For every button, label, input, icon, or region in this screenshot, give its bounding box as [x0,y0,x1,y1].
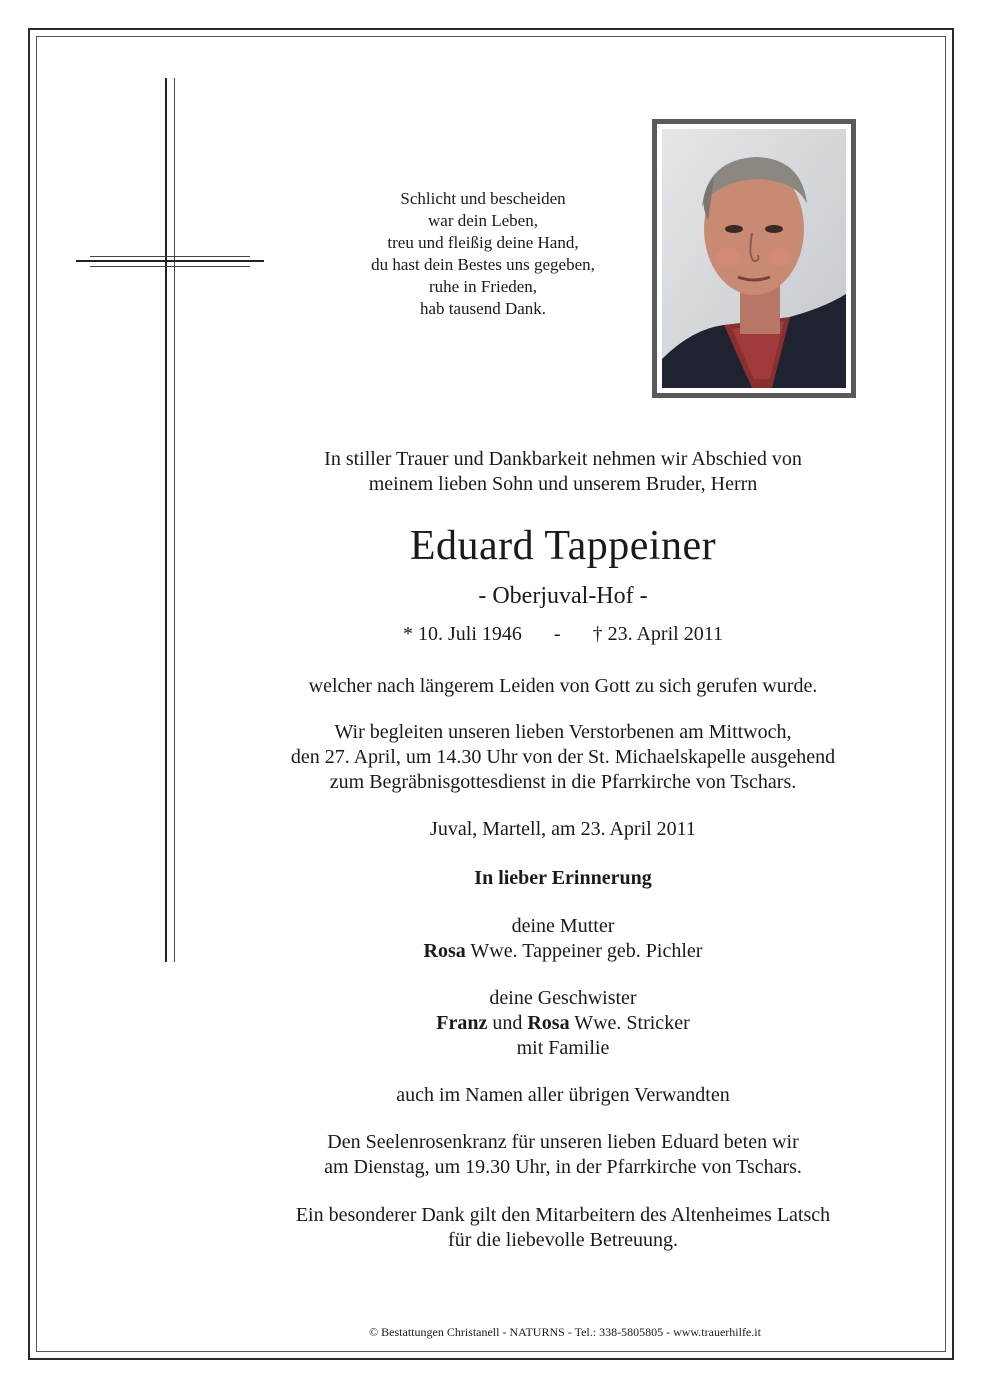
poem [350,188,616,320]
mother-first-name: Rosa [423,940,466,962]
death-date: † 23. April 2011 [592,623,723,645]
intro-text [246,447,880,497]
siblings-and: und [487,1012,528,1034]
rosary-line: Den Seelenrosenkranz für unseren lieben Eduard beten wir [327,1131,799,1153]
date-separator: - [553,623,561,645]
funeral-text [246,720,880,795]
farm-name: - Oberjuval-Hof - [478,583,648,609]
place-date: Juval, Martell, am 23. April 2011 [430,818,696,840]
funeral-line: Wir begleiten unseren lieben Verstorbenen am Mittwoch, [334,721,792,743]
poem-line: hab tausend Dank. [419,299,547,318]
life-dates [246,622,880,647]
remembrance-heading: In lieber Erinnerung [474,867,652,889]
deceased-name: Eduard Tappeiner [409,523,717,569]
relatives-text: auch im Namen aller übrigen Verwandten [396,1084,730,1106]
rosary-text [246,1130,880,1180]
poem-line: treu und fleißig deine Hand, [387,233,579,252]
thanks-text [246,1203,880,1253]
poem-line: war dein Leben, [428,211,538,230]
sibling-name: Franz [436,1012,488,1034]
mother-label: deine Mutter [511,915,615,937]
siblings-names [246,1011,880,1036]
birth-date: * 10. Juli 1946 [403,623,522,645]
undertaker-footer: © Bestattungen Christanell - NATURNS - Tel.: 338-5805805 - www.trauerhilfe.it [369,1325,761,1339]
poem-line: du hast dein Bestes uns gegeben, [371,255,595,274]
portrait-photo [662,129,846,388]
sibling-name-rest: Wwe. Stricker [569,1012,690,1034]
mother-name [246,939,880,964]
funeral-line: zum Begräbnisgottesdienst in die Pfarrkirche von Tschars. [329,771,797,793]
rosary-line: am Dienstag, um 19.30 Uhr, in der Pfarrkirche von Tschars. [324,1156,802,1178]
poem-line: Schlicht und bescheiden [400,189,566,208]
intro-line: In stiller Trauer und Dankbarkeit nehmen wir Abschied von [324,448,802,470]
siblings-block [246,986,880,1061]
mother-block [246,914,880,964]
portrait-frame [652,119,856,398]
thanks-line: für die liebevolle Betreuung. [448,1229,678,1251]
poem-line: ruhe in Frieden, [428,277,538,296]
cross-icon [165,78,177,962]
mother-name-rest: Wwe. Tappeiner geb. Pichler [465,940,703,962]
called-home-text: welcher nach längerem Leiden von Gott zu sich gerufen wurde. [308,675,818,697]
intro-line: meinem lieben Sohn und unserem Bruder, Herrn [368,473,758,495]
cross-crossbar [76,256,264,270]
sibling-name: Rosa [527,1012,570,1034]
funeral-line: den 27. April, um 14.30 Uhr von der St. Michaelskapelle ausgehend [290,746,836,768]
siblings-family: mit Familie [516,1037,610,1059]
thanks-line: Ein besonderer Dank gilt den Mitarbeitern des Altenheimes Latsch [295,1204,831,1226]
siblings-label: deine Geschwister [489,987,637,1009]
